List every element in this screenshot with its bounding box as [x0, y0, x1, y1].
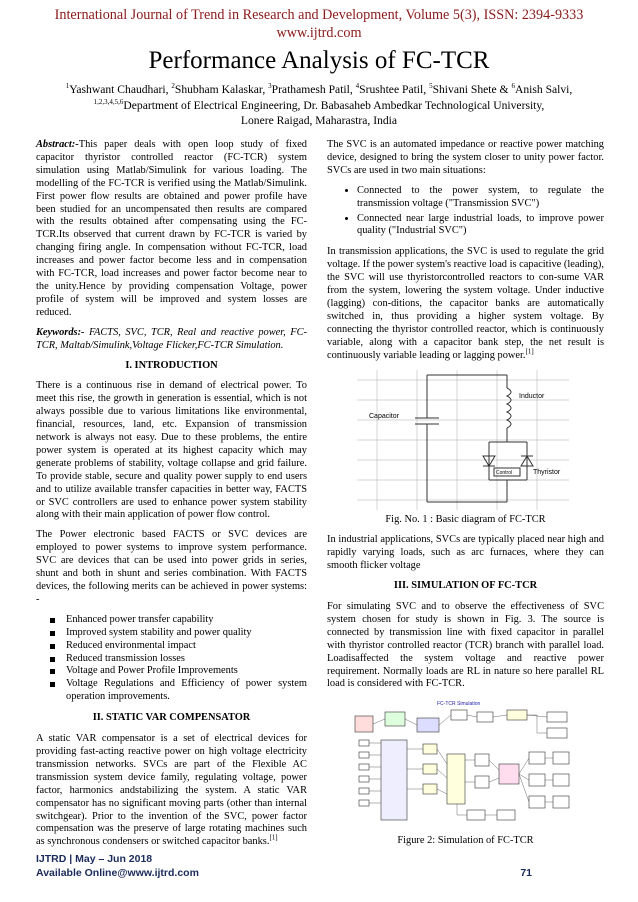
keywords-text: FACTS, SVC, TCR, Real and reactive power, FC-TCR, Maltab/Simulink,Voltage Flicker,FC-TCR Simulation.	[36, 326, 307, 351]
keywords	[36, 327, 307, 353]
thyristor-label: Thyristor	[533, 468, 561, 476]
list-item: Reduced environmental impact	[66, 640, 307, 653]
paper-title: Performance Analysis of FC-TCR	[148, 47, 490, 74]
figure-2-caption: Figure 2: Simulation of FC-TCR	[397, 835, 534, 847]
svc-paragraph-2: The SVC is an automated impedance or reactive power matching device, designed to bring the system closer to unity power factor. SVCs are used in two main situations:	[327, 139, 604, 176]
affiliation	[0, 99, 638, 113]
citation: [1]	[525, 347, 534, 356]
keywords-label: Keywords:-	[36, 326, 85, 338]
svc-paragraph-3	[327, 246, 604, 362]
svc-paragraph-3-text: In transmission applications, the SVC is used to regulate the grid voltage. If the power system's reactive load is capacitive (leading), the SVC will use thyristorcontrolled reactors to con-sume VAR from the system, lowering the system voltage. Under inductive (lagging) con-ditions, the capacitor banks are automatically switched in, thus providing a higher system voltage. By connecting the thyristor controlled reactor, which is continuously variable, along with a capacitor bank step, the net result is continuously variable leading or lagging power.	[327, 246, 604, 361]
simulation-title: FC-TCR Simulation	[437, 701, 481, 708]
footer-website: Available Online@www.ijtrd.com	[36, 867, 199, 879]
section-heading-introduction: I. INTRODUCTION	[125, 359, 218, 371]
figure-1-caption: Fig. No. 1 : Basic diagram of FC-TCR	[385, 513, 546, 525]
figure-basic-diagram	[357, 370, 569, 510]
affiliation-line2: Lonere Raigad, Maharastra, India	[240, 114, 398, 127]
author-list: $^1$Yashwant Chaudhari, $^2$Shubham Kalaskar, $^3$Prathamesh Patil, $^4$Srushtee Patil, $^5$Shivani Shete & $^6$Anish Salvi,	[65, 82, 573, 96]
citation: [1]	[269, 833, 278, 842]
journal-url: www.ijtrd.com	[276, 25, 362, 41]
list-item: Voltage Regulations and Efficiency of power system operation improvements.	[66, 678, 307, 703]
capacitor-label: Capacitor	[369, 412, 399, 420]
section-heading-simulation: III. SIMULATION OF FC-TCR	[393, 580, 538, 592]
footer-journal-issue: IJTRD | May – Jun 2018	[36, 853, 153, 865]
abstract-text: This paper deals with open loop study of fixed capacitor thyristor controlled reactor (FC-TCR) system simulation using Matlab/Simulink for various loading. The modelling of the FC-TCR is verified using the Matlab/Simulink. First power flow results are obtained and power profile have been studied for an uncompensated then results are compared with the results obtained after compensating using the FC-TCR.Its observed that current drawn by FC-TCR is varied by changing firing angle. In compensation without FC-TCR, load increases and power factor become less and in compensation with FC-TCR, load increases and power factor become near to the unity.Hence by providing compensation Voltage, power profile of system will be improved and system losses are reduced.	[36, 139, 307, 318]
list-item: Enhanced power transfer capability	[66, 614, 307, 627]
abstract	[36, 139, 307, 320]
list-item: Improved system stability and power quality	[66, 627, 307, 640]
svc-paragraph-4: In industrial applications, SVCs are typically placed near high and rapidly varying loads, such as arc furnaces, where they can smooth flicker voltage	[327, 534, 604, 572]
svc-situations-list	[327, 185, 604, 239]
intro-paragraph-2: The Power electronic based FACTS or SVC devices are employed to power systems to improve system performance. SVC are devices that can be used into power grids in series, shunt and both in shunt and series combination. With FACTS devices, the following merits can be achieved in power systems: -	[36, 529, 307, 605]
list-item: • Connected near large industrial loads, to improve power quality ("Industrial SVC")	[357, 213, 604, 239]
page-number: 71	[520, 867, 532, 879]
facts-merits-list	[36, 614, 307, 704]
affiliation-line1: Department of Electrical Engineering, Dr. Babasaheb Ambedkar Technological University,	[123, 99, 545, 112]
simulink-model-diagram	[347, 698, 587, 831]
abstract-label: Abstract:-	[36, 139, 79, 150]
section-heading-svc: II. STATIC VAR COMPENSATOR	[92, 712, 251, 724]
left-column	[36, 139, 307, 856]
list-item: Reduced transmission losses	[66, 653, 307, 666]
page-footer	[36, 852, 602, 880]
journal-header	[0, 6, 638, 42]
simulation-paragraph-1: For simulating SVC and to observe the effectiveness of SVC system chosen for study is shown in Fig. 3. The source is connected by transmission line with fixed capacitor in parallel with thyristor controlled reactor (TCR) branch with parallel load. Loadisaffected the system voltage and reactive power requirement. Normally loads are RL in nature so here parallel RL load is considered with FC-TCR.	[327, 601, 604, 690]
list-item: • Connected to the power system, to regulate the transmission voltage ("Transmission SVC")	[357, 185, 604, 211]
inductor-label: Inductor	[519, 392, 545, 400]
right-column	[327, 139, 604, 856]
list-item: Voltage and Power Profile Improvements	[66, 665, 307, 678]
journal-name: International Journal of Trend in Research and Development, Volume 5(3), ISSN: 2394-9333	[54, 7, 584, 23]
svc-paragraph-1	[36, 733, 307, 849]
svc-paragraph-1-text: A static VAR compensator is a set of electrical devices for providing fast-acting reactive power on high voltage electricity transmission networks. SVCs are part of the Flexible AC transmission system device family, regulating voltage, power factor, harmonics andstabilizing the system. A static VAR compensator has no significant moving parts (other than internal switchgear). Prior to the invention of the SVC, power factor compensation was the preserve of large rotating machines such as synchronous condensers or switched capacitor banks.	[36, 733, 307, 848]
intro-paragraph-1: There is a continuous rise in demand of electrical power. To meet this rise, the growth in generation is essential, which is not always possible due to various limitations like environmental, financial, resources, land, etc. Expansion of transmission network is always not easy. Due to these problems, the entire power system is operated at its highest capacity which may generate problems of stability, voltage collapse and grid failure. To provide stable, secure and quality power supply to end users and to utilize available transfer capacities in better way, FACTS or SVC controllers are used to enhance power system stability along with their main application of power flow control.	[36, 380, 307, 521]
fc-tcr-circuit-diagram	[357, 370, 569, 510]
affiliation-marks: 1,2,3,4,5,6	[93, 98, 124, 107]
control-label: Control	[496, 469, 513, 476]
figure-simulation	[347, 698, 587, 831]
